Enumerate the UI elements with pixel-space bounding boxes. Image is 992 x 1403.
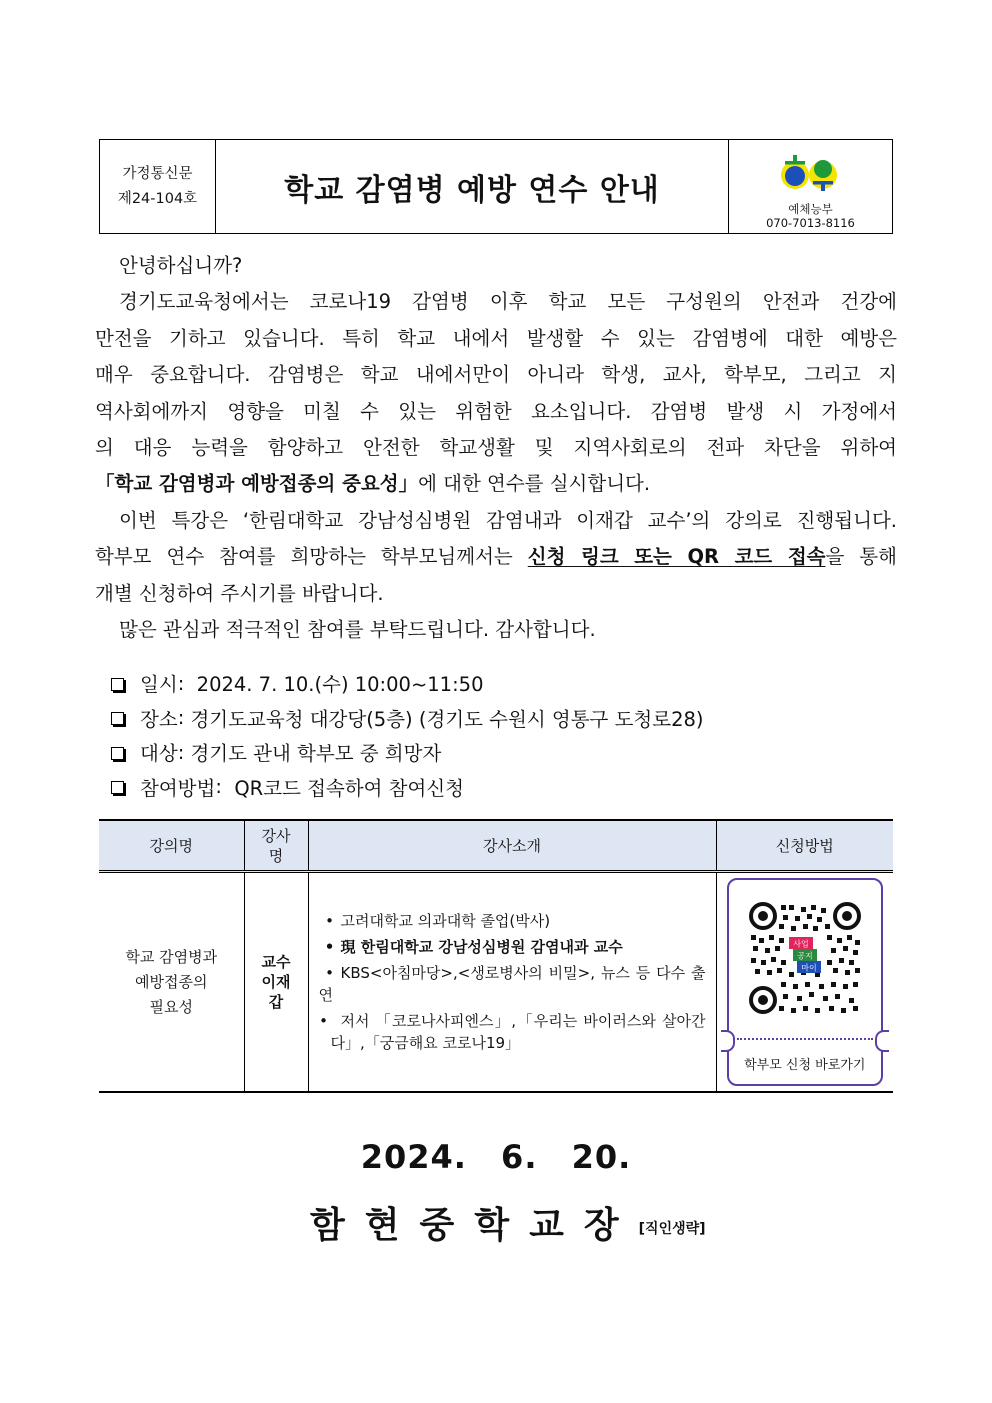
checkbox-bullet-icon <box>111 712 124 725</box>
issue-date: 2024. 6. 20. <box>360 1138 632 1176</box>
header-apply-method: 신청방법 <box>716 820 893 872</box>
intro-text: 現 한림대학교 강남성심병원 감염내과 교수 <box>340 938 623 956</box>
list-item <box>319 910 706 932</box>
qr-badge-text: 마이 <box>801 963 817 973</box>
body-line <box>95 539 897 575</box>
qr-code-icon[interactable] <box>749 902 861 1014</box>
bullet-icon: • <box>319 1012 328 1030</box>
ticket-notch-right <box>875 1030 889 1052</box>
signature-line <box>310 1197 706 1248</box>
bullet-icon: • <box>325 964 334 982</box>
qr-badge-text: 공지 <box>797 951 813 961</box>
lecturer-line: 갑 <box>268 993 284 1011</box>
body-text: 학부모 연수 참여를 희망하는 학부모님께서는 <box>95 545 528 569</box>
checkbox-bullet-icon <box>111 747 124 760</box>
apply-emphasis: 신청 링크 또는 QR 코드 접속 <box>527 545 826 569</box>
lecture-name-cell <box>99 872 244 1093</box>
qr-caption-link[interactable]: 학부모 신청 바로가기 <box>744 1058 866 1073</box>
body-line <box>95 466 897 502</box>
qr-card[interactable] <box>727 878 883 1086</box>
info-item-place: 장소 : 경기도교육청 대강당(5층) (경기도 수원시 영통구 도청로28) <box>111 701 704 736</box>
body-text: 을 통해 <box>825 545 897 569</box>
body-line: 개별 신청하여 주시기를 바랍니다. <box>95 581 384 605</box>
lecturer-intro-cell <box>308 872 716 1093</box>
list-item <box>319 962 706 1006</box>
school-logo-icon <box>778 149 842 193</box>
info-label: 대상 <box>140 742 178 766</box>
bullet-icon: • <box>324 938 335 956</box>
doc-number: 제24-104호 <box>117 190 198 207</box>
dotted-divider <box>737 1038 873 1040</box>
list-item <box>319 936 706 958</box>
doc-type: 가정통신문 <box>122 165 193 182</box>
intro-text: 저서 「코로나사피엔스」,「우리는 바이러스와 살아간다」,「궁금해요 코로나19」 <box>330 1012 706 1052</box>
lecturer-line: 이재 <box>261 973 291 991</box>
lecture-title-emphasis: 「학교 감염병과 예방접종의 중요성」 <box>95 472 419 496</box>
body-text: 에 대한 연수를 실시합니다. <box>418 472 651 496</box>
apply-method-cell <box>716 872 893 1093</box>
body-line: 경기도교육청에서는 코로나19 감염병 이후 학교 모든 구성원의 안전과 건강에 <box>119 290 897 314</box>
logo-caption-dept: 예체능부 <box>788 202 833 216</box>
checkbox-bullet-icon <box>111 678 124 691</box>
info-value: QR코드 접속하여 참여신청 <box>234 776 464 800</box>
info-value: 2024. 7. 10.(수) 10:00~11:50 <box>196 673 484 697</box>
bullet-icon: • <box>325 912 334 930</box>
ticket-notch-left <box>721 1030 735 1052</box>
info-value: 경기도 관내 학부모 중 희망자 <box>190 742 442 766</box>
page-title: 학교 감염병 예방 연수 안내 <box>284 172 660 208</box>
qr-badge-text: 사업 <box>793 939 809 949</box>
checkbox-bullet-icon <box>111 781 124 794</box>
intro-text: KBS<아침마당>,<생로병사의 비밀>, 뉴스 등 다수 출연 <box>318 964 706 1004</box>
info-item-target: 대상 : 경기도 관내 학부모 중 희망자 <box>111 735 704 770</box>
logo-caption-phone: 070-7013-8116 <box>766 216 855 230</box>
body-line: 매우 중요합니다. 감염병은 학교 내에서만이 아니라 학생, 교사, 학부모, 그리고 지 <box>95 363 897 387</box>
info-label: 장소 <box>140 707 178 731</box>
body-line: 만전을 기하고 있습니다. 특히 학교 내에서 발생할 수 있는 감염병에 대한 예방은 <box>95 326 897 350</box>
table-row <box>99 872 893 1093</box>
intro-list <box>319 910 706 1054</box>
doc-id-cell <box>100 140 216 233</box>
signer-name: 함현중학교장 <box>310 1205 639 1246</box>
header-lecturer <box>244 820 308 872</box>
body-line: 의 대응 능력을 함양하고 안전한 학교생활 및 지역사회로의 전파 차단을 위하여 <box>95 435 897 459</box>
header-box <box>99 139 893 234</box>
header-lecturer-b: 명 <box>268 846 284 865</box>
body-line: 역사회에까지 영향을 미칠 수 있는 위험한 요소입니다. 감염병 발생 시 가정에서 <box>95 399 897 423</box>
intro-text: 고려대학교 의과대학 졸업(박사) <box>340 912 551 930</box>
info-item-date: 일시 : 2024. 7. 10.(수) 10:00~11:50 <box>111 666 704 701</box>
logo-cell <box>728 140 892 233</box>
lecturer-cell <box>244 872 308 1093</box>
lecturer-line: 교수 <box>261 953 291 971</box>
lecture-table <box>99 819 893 1093</box>
header-lecture-name: 강의명 <box>99 820 244 872</box>
info-label: 참여방법 <box>140 776 216 800</box>
lecture-name-line: 필요성 <box>149 997 193 1016</box>
info-item-method: 참여방법 : QR코드 접속하여 참여신청 <box>111 770 704 805</box>
lecture-name-line: 예방접종의 <box>135 972 208 991</box>
list-item <box>319 1010 706 1054</box>
info-value: 경기도교육청 대강당(5층) (경기도 수원시 영통구 도청로28) <box>190 707 704 731</box>
letter-body <box>95 248 897 648</box>
table-header-row <box>99 820 893 872</box>
header-lecturer-intro: 강사소개 <box>308 820 716 872</box>
event-info-list <box>111 666 704 804</box>
body-line: 이번 특강은 ‘한림대학교 강남성심병원 감염내과 이재갑 교수’의 강의로 진행됩니다. <box>119 508 897 532</box>
stamp-omitted: [직인생략] <box>638 1221 706 1237</box>
header-lecturer-a: 강사 <box>261 826 291 845</box>
greeting: 안녕하십니까? <box>119 254 243 277</box>
lecture-name-line: 학교 감염병과 <box>125 947 218 966</box>
closing: 많은 관심과 적극적인 참여를 부탁드립니다. 감사합니다. <box>119 617 596 641</box>
info-label: 일시 <box>140 673 178 697</box>
